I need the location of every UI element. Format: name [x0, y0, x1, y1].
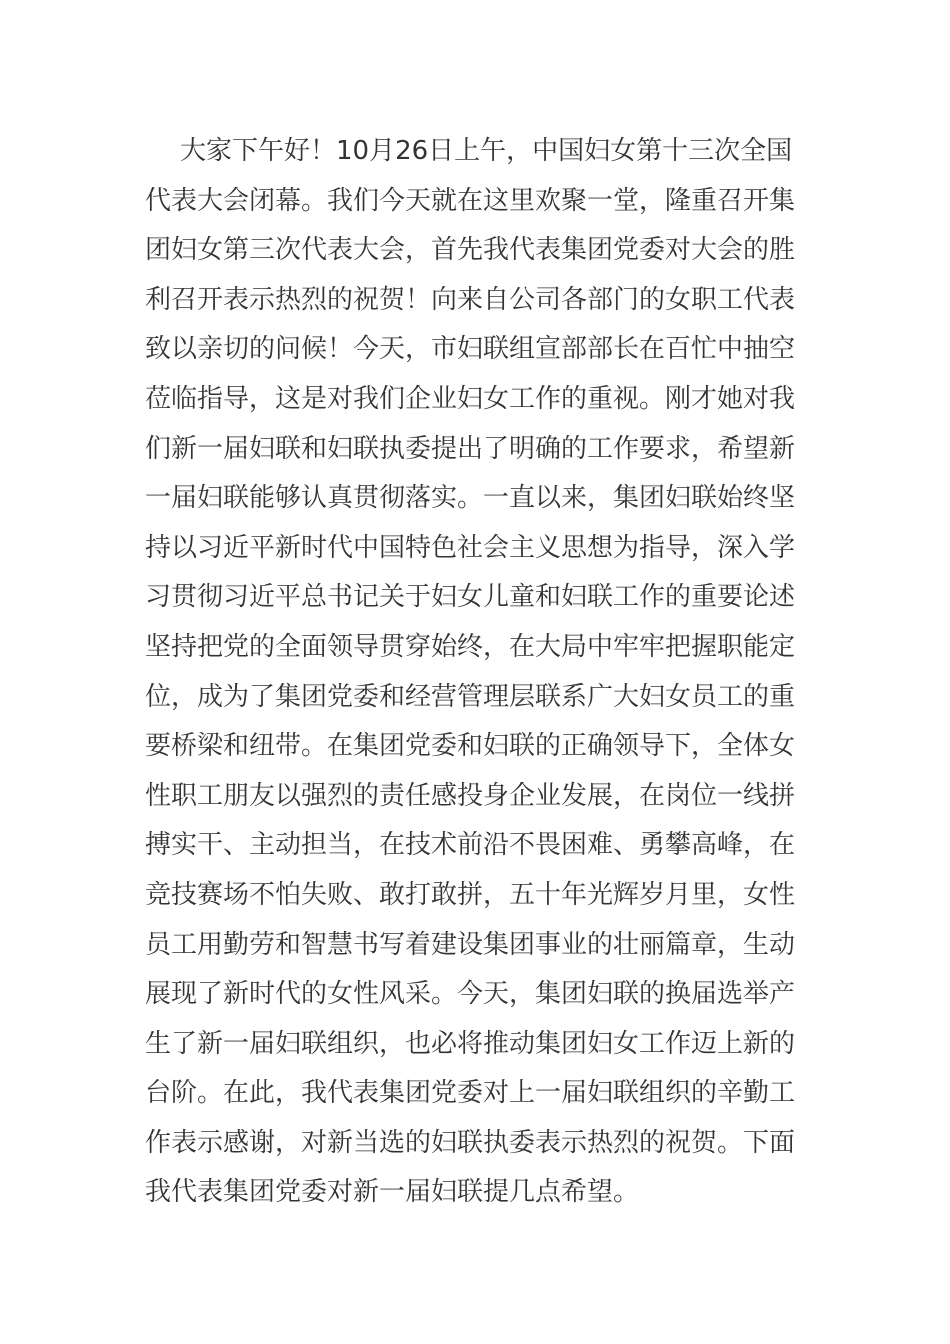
body-paragraph: 大家下午好！10月26日上午，中国妇女第十三次全国代表大会闭幕。我们今天就在这里欢聚一堂，隆重召开集团妇女第三次代表大会，首先我代表集团党委对大会的胜利召开表示热烈的祝贺！向来自公司各部门的女职工代表致以亲切的问候！今天，市妇联组宣部部长在百忙中抽空莅临指导，这是对我们企业妇女工作的重视。刚才她对我们新一届妇联和妇联执委提出了明确的工作要求，希望新一届妇联能够认真贯彻落实。一直以来，集团妇联始终坚持以习近平新时代中国特色社会主义思想为指导，深入学习贯彻习近平总书记关于妇女儿童和妇联工作的重要论述坚持把党的全面领导贯穿始终，在大局中牢牢把握职能定位，成为了集团党委和经营管理层联系广大妇女员工的重要桥梁和纽带。在集团党委和妇联的正确领导下，全体女性职工朋友以强烈的责任感投身企业发展，在岗位一线拼搏实干、主动担当，在技术前沿不畏困难、勇攀高峰，在竞技赛场不怕失败、敢打敢拼，五十年光辉岁月里，女性员工用勤劳和智慧书写着建设集团事业的壮丽篇章，生动展现了新时代的女性风采。今天，集团妇联的换届选举产生了新一届妇联组织，也必将推动集团妇女工作迈上新的台阶。在此，我代表集团党委对上一届妇联组织的辛勤工作表示感谢，对新当选的妇联执委表示热烈的祝贺。下面我代表集团党委对新一届妇联提几点希望。	[145, 136, 796, 1208]
